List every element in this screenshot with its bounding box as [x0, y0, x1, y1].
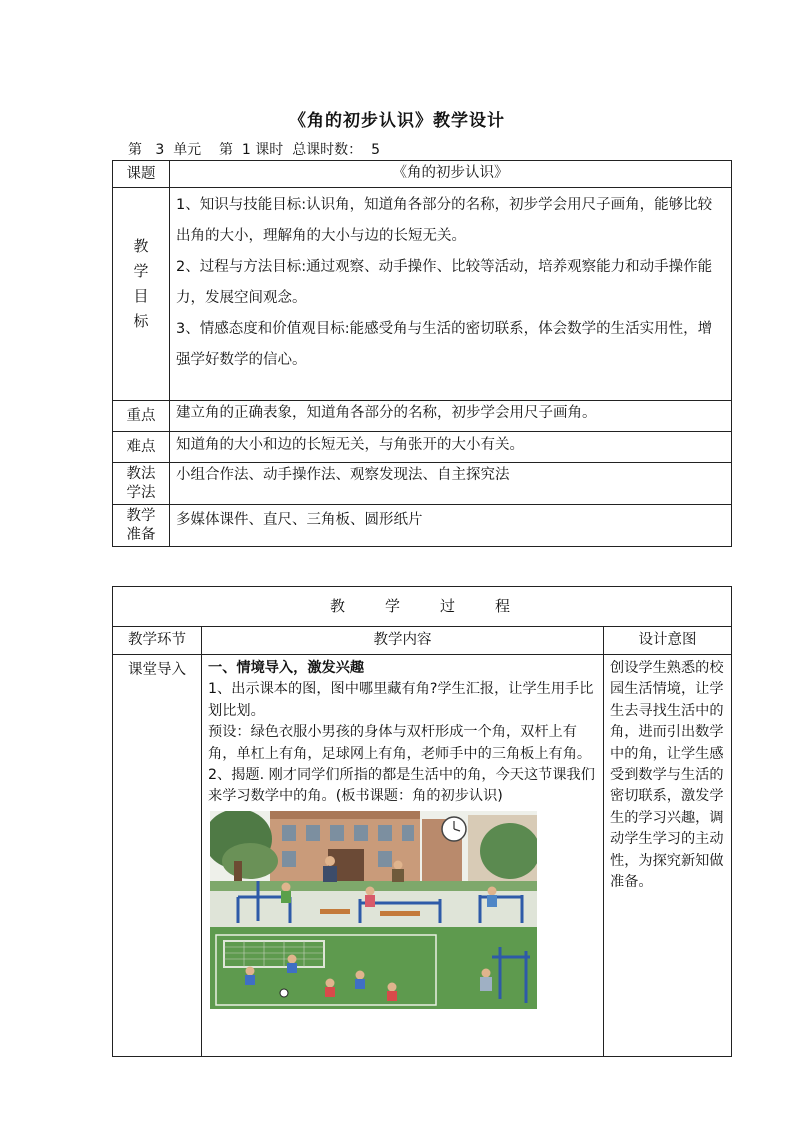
section-title-text: 一、情境导入，激发兴趣: [208, 660, 365, 676]
goal-item: 3、情感态度和价值观目标:能感受角与生活的密切联系，体会数学的生活实用性，增强学好数学的信心。: [176, 321, 713, 368]
content-paragraph: 1、出示课本的图，图中哪里藏有角?学生汇报，让学生用手比划比划。: [208, 681, 594, 719]
goals-label-char: 目: [133, 287, 149, 305]
schoolyard-illustration: [210, 811, 537, 1009]
header-stage: 教学环节: [113, 627, 202, 655]
lesson-number: 1: [241, 142, 251, 158]
intent-cell: 创设学生熟悉的校园生活情境，让学生去寻找生活中的角，进而引出数学中的角，让学生感受到数学与生活的密切联系，激发学生的学习兴趣，调动学生学习的主动性，为探究新知做准备。: [604, 655, 732, 1057]
method-label: [113, 463, 170, 505]
teaching-process-table: [112, 586, 732, 1057]
header-intent: 设计意图: [604, 627, 732, 655]
section-title: [208, 658, 599, 679]
key-point-label: 重点: [113, 401, 170, 432]
goals-label-char: 学: [133, 262, 149, 280]
prep-label-line: 教学: [126, 508, 156, 524]
header-content: 教学内容: [202, 627, 604, 655]
prep-label-line: 准备: [126, 527, 156, 543]
stage-cell: 课堂导入: [113, 655, 202, 1057]
method-label-line: 学法: [126, 485, 156, 501]
document-title: 《角的初步认识》教学设计: [289, 111, 505, 131]
lesson-suffix: 课时: [255, 142, 284, 158]
prep-label: [113, 505, 170, 547]
topic-label: 课题: [113, 161, 170, 188]
topic-value: 《角的初步认识》: [170, 161, 732, 188]
method-label-line: 教法: [126, 466, 156, 482]
goals-content: [170, 188, 732, 401]
process-heading: 教学过程: [113, 587, 732, 627]
total-label: 总课时数：: [292, 142, 363, 158]
unit-number: 3: [155, 142, 165, 158]
goal-item: 1、知识与技能目标:认识角，知道角各部分的名称，初步学会用尺子画角，能够比较出角的大小，理解角的大小与边的长短无关。: [176, 197, 713, 244]
method-value: 小组合作法、动手操作法、观察发现法、自主探究法: [170, 463, 732, 505]
unit-prefix: 第: [128, 142, 142, 158]
content-paragraph: 2、揭题. 刚才同学们所指的都是生活中的角，今天这节课我们来学习数学中的角。(板书课题：角的初步认识): [208, 767, 595, 805]
key-point-value: 建立角的正确表象，知道角各部分的名称，初步学会用尺子画角。: [170, 401, 732, 432]
goals-label-char: 教: [133, 237, 149, 255]
content-paragraph: 预设：绿色衣服小男孩的身体与双杆形成一个角，双杆上有角，单杠上有角，足球网上有角，老师手中的三角板上有角。: [208, 724, 592, 762]
lesson-prefix: 第: [219, 142, 233, 158]
difficulty-label: 难点: [113, 432, 170, 463]
unit-suffix: 单元: [173, 142, 202, 158]
prep-value: 多媒体课件、直尺、三角板、圆形纸片: [170, 505, 732, 547]
total-number: 5: [371, 142, 381, 158]
goals-label-char: 标: [133, 312, 149, 330]
goal-item: 2、过程与方法目标:通过观察、动手操作、比较等活动，培养观察能力和动手操作能力，发展空间观念。: [176, 259, 713, 306]
difficulty-value: 知道角的大小和边的长短无关，与角张开的大小有关。: [170, 432, 732, 463]
goals-label: [113, 188, 170, 401]
content-cell: [202, 655, 604, 1057]
lesson-info-table: [112, 160, 732, 547]
lesson-meta: [128, 139, 380, 159]
